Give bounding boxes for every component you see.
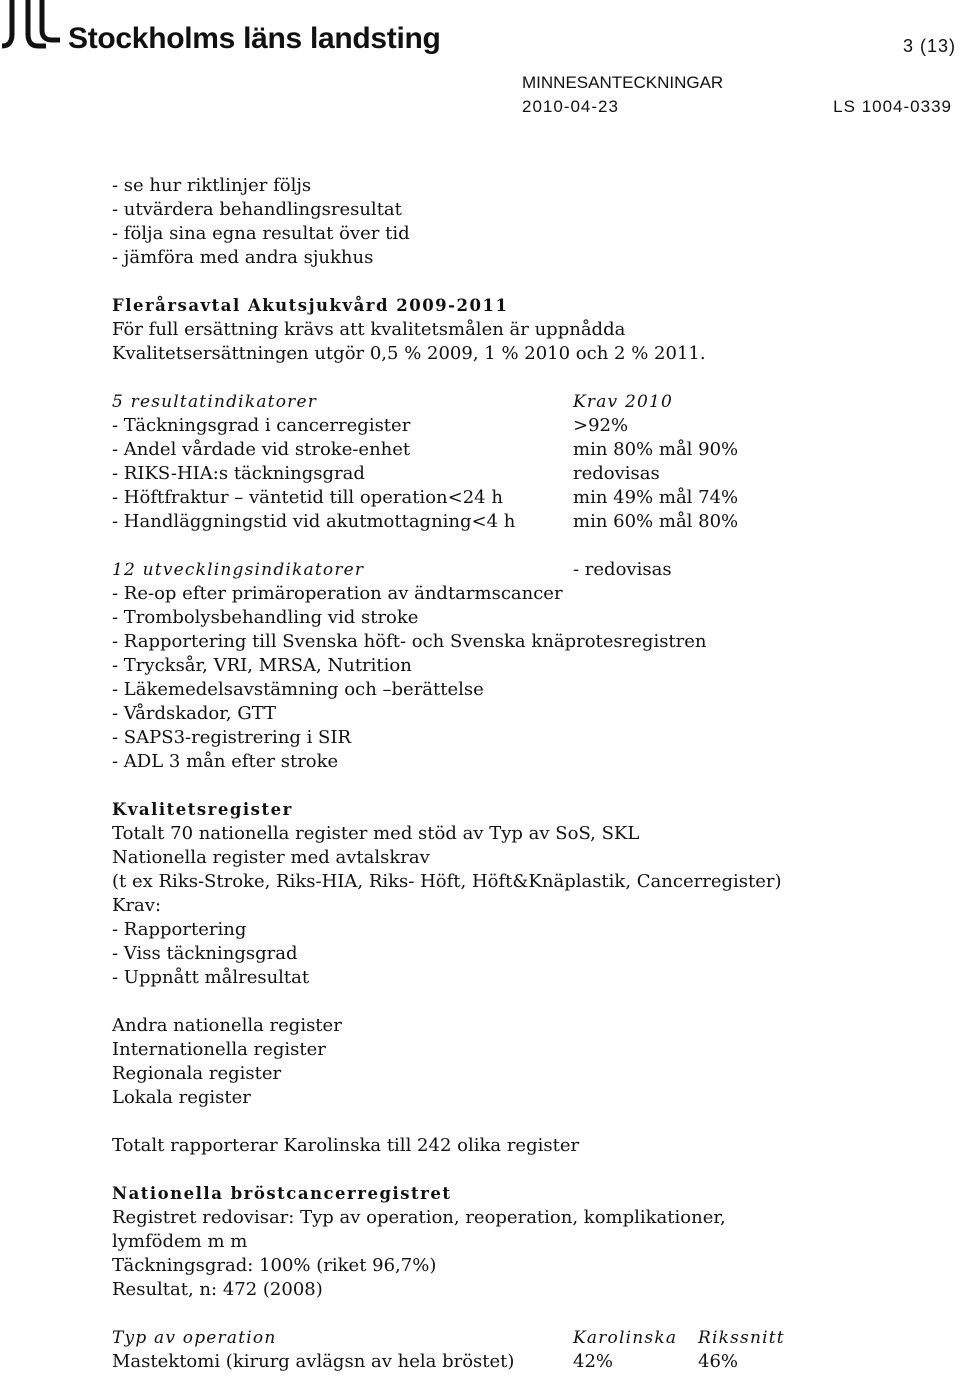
list-item: Regionala register	[112, 1063, 282, 1084]
result-indicators-heading: 5 resultatindikatorer	[112, 392, 318, 412]
indicator-row	[112, 414, 952, 438]
dev-indicators-requirement: - redovisas	[573, 559, 672, 580]
section-heading-breast-cancer: Nationella bröstcancerregistret	[112, 1184, 452, 1203]
dev-indicators-heading: 12 utvecklingsindikatorer	[112, 560, 365, 580]
operation-table-header	[112, 1326, 952, 1350]
list-item: - Re-op efter primäroperation av ändtarmscancer	[112, 583, 563, 604]
paragraph-line: Täckningsgrad: 100% (riket 96,7%)	[112, 1255, 437, 1276]
column-header: Typ av operation	[112, 1328, 277, 1348]
indicator-label: - Handläggningstid vid akutmottagning<4 h	[112, 511, 516, 532]
document-date: 2010-04-23	[522, 97, 619, 116]
organization-name: Stockholms läns landsting	[68, 22, 441, 55]
list-item: Lokala register	[112, 1087, 251, 1108]
section-heading-quality-registers: Kvalitetsregister	[112, 800, 293, 819]
indicator-row	[112, 510, 952, 534]
list-item: - Läkemedelsavstämning och –berättelse	[112, 679, 484, 700]
list-item: - följa sina egna resultat över tid	[112, 223, 410, 244]
indicator-requirement: min 49% mål 74%	[573, 487, 739, 508]
list-item: Andra nationella register	[112, 1015, 342, 1036]
table-cell: Mastektomi (kirurg avlägsn av hela bröstet)	[112, 1351, 515, 1372]
table-cell: 46%	[698, 1351, 739, 1372]
list-item: - ADL 3 mån efter stroke	[112, 751, 339, 772]
page-number: 3 (13)	[902, 36, 956, 56]
list-item: - Rapportering	[112, 919, 247, 940]
paragraph-line: Registret redovisar: Typ av operation, reoperation, komplikationer,	[112, 1207, 726, 1228]
requirement-heading: Krav 2010	[573, 392, 674, 412]
indicator-row	[112, 462, 952, 486]
list-item: - Rapportering till Svenska höft- och Svenska knäprotesregistren	[112, 631, 707, 652]
list-item: - jämföra med andra sjukhus	[112, 247, 374, 268]
list-item: - Viss täckningsgrad	[112, 943, 298, 964]
indicator-label: - RIKS-HIA:s täckningsgrad	[112, 463, 365, 484]
paragraph-line: För full ersättning krävs att kvalitetsmålen är uppnådda	[112, 319, 626, 340]
result-indicators-header	[112, 390, 952, 414]
dev-indicators-header	[112, 558, 952, 582]
indicator-requirement: redovisas	[573, 463, 660, 484]
paragraph-line: Resultat, n: 472 (2008)	[112, 1279, 323, 1300]
indicator-requirement: >92%	[573, 415, 629, 436]
indicator-label: - Höftfraktur – väntetid till operation<24 h	[112, 487, 503, 508]
indicator-requirement: min 60% mål 80%	[573, 511, 739, 532]
column-header: Karolinska	[573, 1328, 678, 1348]
document-type: MINNESANTECKNINGAR	[522, 73, 724, 92]
document-reference: LS 1004-0339	[833, 97, 952, 116]
paragraph-line: (t ex Riks-Stroke, Riks-HIA, Riks- Höft, Höft&Knäplastik, Cancerregister)	[112, 871, 782, 892]
paragraph-line: lymfödem m m	[112, 1231, 248, 1252]
paragraph-line: Totalt 70 nationella register med stöd av Typ av SoS, SKL	[112, 823, 640, 844]
indicator-row	[112, 438, 952, 462]
list-item: - Trycksår, VRI, MRSA, Nutrition	[112, 655, 412, 676]
list-item: - SAPS3-registrering i SIR	[112, 727, 352, 748]
sll-logo-icon	[2, 0, 62, 52]
table-row	[112, 1350, 952, 1374]
indicator-requirement: min 80% mål 90%	[573, 439, 739, 460]
list-item: - Uppnått målresultat	[112, 967, 310, 988]
list-item: - se hur riktlinjer följs	[112, 175, 312, 196]
indicator-row	[112, 486, 952, 510]
paragraph-line: Kvalitetsersättningen utgör 0,5 % 2009, 1 % 2010 och 2 % 2011.	[112, 343, 706, 364]
list-item: - utvärdera behandlingsresultat	[112, 199, 402, 220]
document-body	[112, 174, 952, 1374]
indicator-label: - Täckningsgrad i cancerregister	[112, 415, 411, 436]
paragraph-line: Krav:	[112, 895, 162, 916]
column-header: Rikssnitt	[698, 1328, 785, 1348]
list-item: - Trombolysbehandling vid stroke	[112, 607, 419, 628]
list-item: - Vårdskador, GTT	[112, 703, 277, 724]
list-item: Internationella register	[112, 1039, 326, 1060]
total-registers-line: Totalt rapporterar Karolinska till 242 olika register	[112, 1135, 580, 1156]
section-heading-agreement: Flerårsavtal Akutsjukvård 2009-2011	[112, 296, 509, 315]
table-cell: 42%	[573, 1351, 614, 1372]
paragraph-line: Nationella register med avtalskrav	[112, 847, 430, 868]
indicator-label: - Andel vårdade vid stroke-enhet	[112, 439, 411, 460]
